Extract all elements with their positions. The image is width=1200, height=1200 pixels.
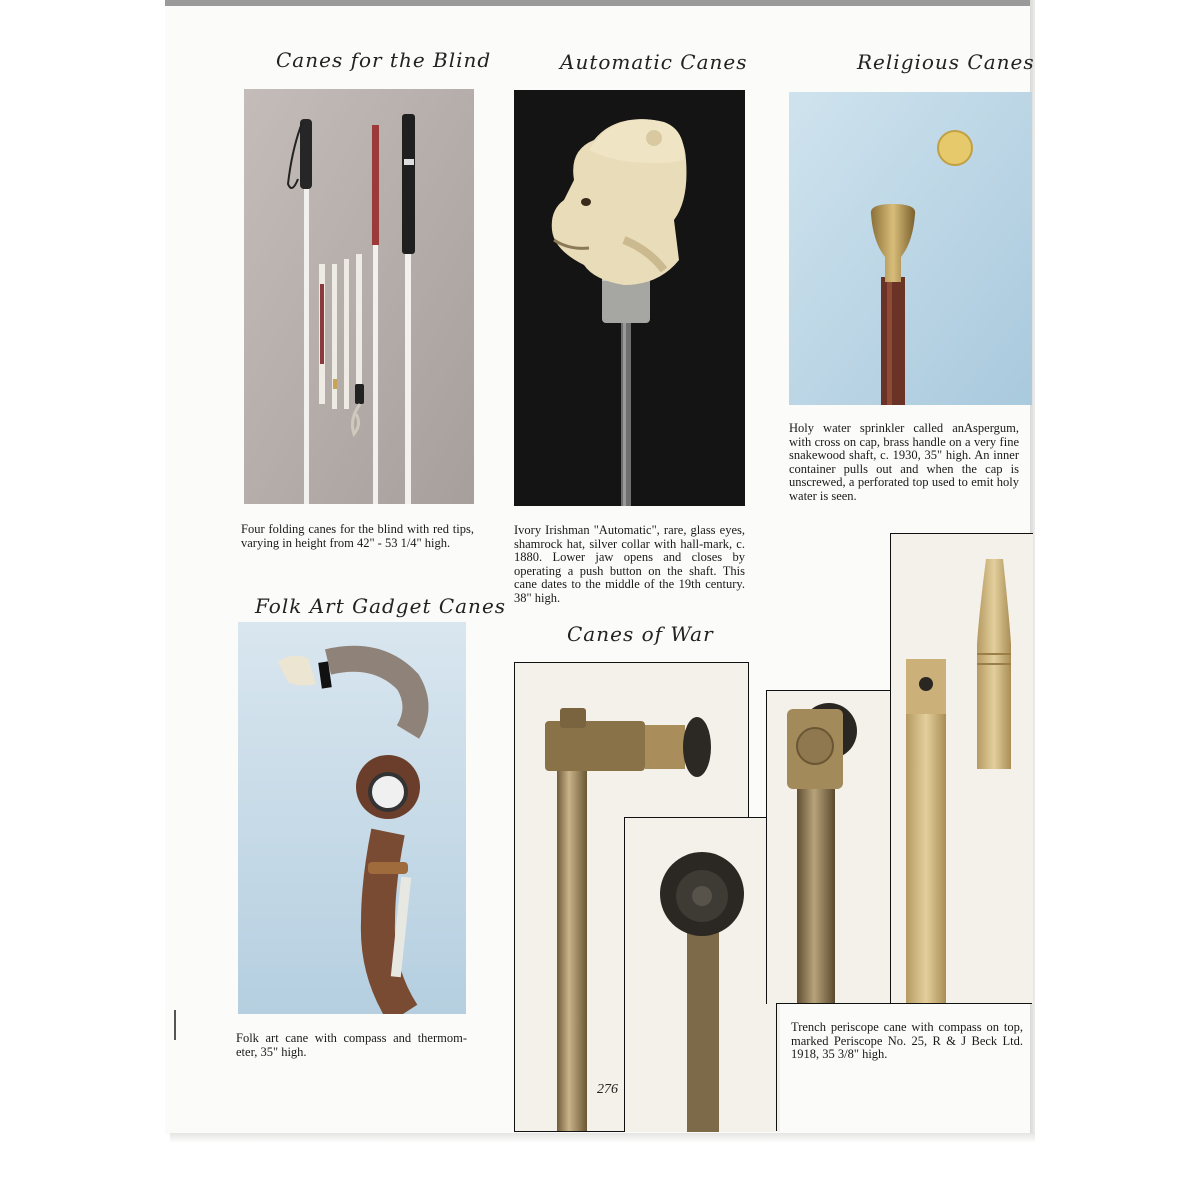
frame-line-bottom	[776, 1003, 1032, 1004]
page-bottom-shadow	[170, 1133, 1035, 1143]
photo-automatic-canes	[514, 90, 745, 506]
caption-canes-of-war: Trench periscope cane with compass on top, marked Periscope No. 25, R & J Beck Ltd. 1918, 35 3/8" high.	[791, 1020, 1023, 1061]
photo-war-eyepiece	[624, 817, 780, 1132]
compass-top-illustration	[767, 691, 892, 1004]
photo-folk-art-gadget-canes	[238, 622, 466, 1014]
heading-canes-for-the-blind: Canes for the Blind	[276, 48, 492, 72]
aspergum-illustration	[789, 92, 1032, 405]
heading-automatic-canes: Automatic Canes	[560, 50, 748, 74]
caption-folk-art-gadget-canes: Folk art cane with compass and thermom-eter, 35" high.	[236, 1031, 467, 1059]
frame-line-left	[776, 1003, 777, 1131]
page-number: 276	[597, 1082, 618, 1097]
caption-automatic-canes: Ivory Irishman "Automatic", rare, glass eyes, shamrock hat, silver collar with hall-mark, c. 1880. Lower jaw opens and closes by operating a push button on the shaft. This cane dates to the middle of the 19th century. 38" high.	[514, 523, 745, 605]
photo-canes-for-the-blind	[244, 89, 474, 504]
photo-war-shaft-and-cap	[890, 533, 1033, 1004]
heading-religious-canes: Religious Canes	[857, 50, 1035, 74]
periscope-eyepiece-illustration	[625, 818, 780, 1132]
margin-mark	[174, 1010, 176, 1040]
ivory-irishman-illustration	[514, 90, 745, 506]
blind-canes-illustration	[244, 89, 474, 504]
caption-canes-for-the-blind: Four folding canes for the blind with red tips, varying in height from 42" - 53 1/4" high.	[241, 522, 474, 550]
folk-art-cane-illustration	[238, 622, 466, 1014]
scan-top-edge	[165, 0, 1040, 6]
shaft-and-cap-illustration	[891, 534, 1033, 1004]
heading-canes-of-war: Canes of War	[567, 622, 714, 646]
photo-war-compass-top	[766, 690, 892, 1004]
photo-religious-canes	[789, 92, 1032, 405]
caption-religious-canes: Holy water sprinkler called anAspergum, with cross on cap, brass handle on a very fine snakewood shaft, c. 1930, 35" high. An inner container pulls out and when the cap is unscrewed, a perforated top used to emit holy water is seen.	[789, 421, 1019, 503]
scan-margin-right	[1035, 0, 1200, 1200]
heading-folk-art-gadget-canes: Folk Art Gadget Canes	[255, 594, 507, 618]
